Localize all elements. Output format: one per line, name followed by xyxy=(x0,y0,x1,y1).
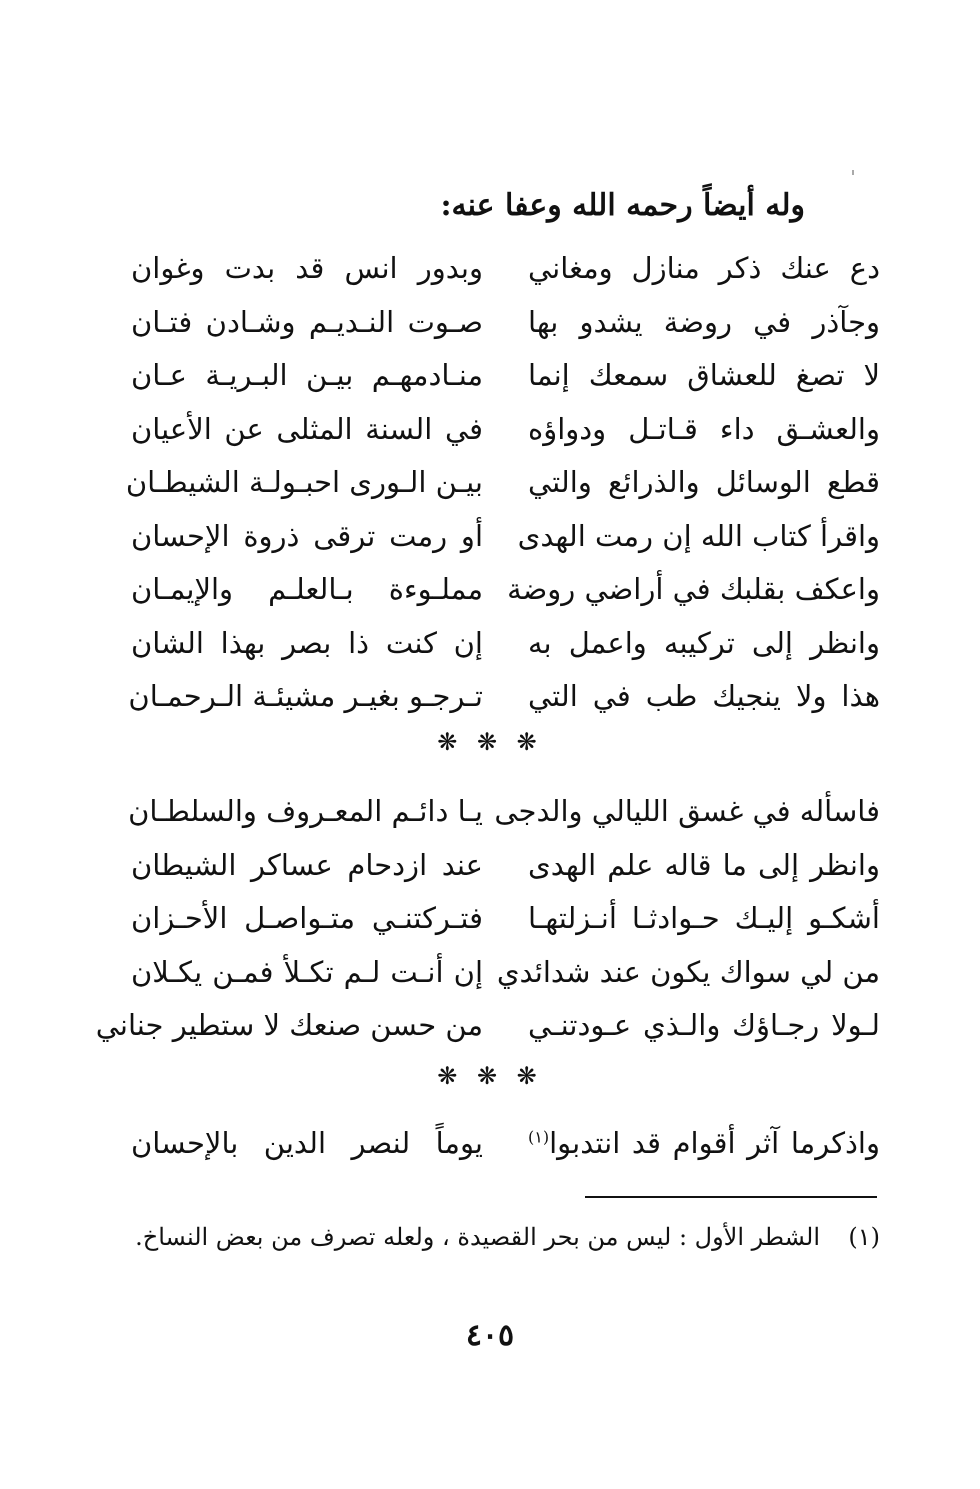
second-hemistich: منـادمهـم بيـن البـريـة عـان xyxy=(131,358,483,392)
first-hemistich: لـولا رجـاؤك والـذي عـودتنـي xyxy=(528,1008,880,1042)
second-hemistich: إن كنت ذا بصر بهذا الشان xyxy=(131,625,483,660)
poem-section-2 xyxy=(0,785,980,1053)
section-separator-1: ❋ ❋ ❋ xyxy=(437,728,543,756)
poem-heading: وله أيضاً رحمه الله وعفا عنه: xyxy=(440,188,805,223)
first-hemistich: وجآذر في روضة يشدو بها xyxy=(528,304,880,339)
first-hemistich: واعكف بقلبك في أراضي روضة xyxy=(507,572,880,606)
first-hemistich: لا تصغ للعشاق سمعك إنما xyxy=(528,358,880,392)
second-hemistich: بيـن الـورى احبـولـة الشيطـان xyxy=(125,465,483,499)
verse-line xyxy=(0,456,980,510)
first-hemistich: قطع الوسائل والذرائع والتي xyxy=(528,465,880,499)
second-hemistich: تـرجـو بغيـر مشيئـة الـرحمـان xyxy=(128,679,483,713)
second-hemistich: وبدور انس قد بدت وغوان xyxy=(131,251,483,285)
footnote-text: الشطر الأول : ليس من بحر القصيدة ، ولعله تصرف من بعض النساخ. xyxy=(135,1223,820,1251)
verse-line xyxy=(0,403,980,457)
second-hemistich: يـا دائـم المعـروف والسلطـان xyxy=(128,794,483,828)
footnote-divider xyxy=(585,1196,877,1198)
first-hemistich: أشكـو إليـك حـوادثـا أنـزلتهـا xyxy=(528,901,880,935)
first-hemistich: دع عنك ذكر منازل ومغاني xyxy=(528,251,880,285)
poem-section-1 xyxy=(0,242,980,724)
second-hemistich: صـوت النـديـم وشـادن فتـان xyxy=(131,304,483,339)
verse-line xyxy=(0,296,980,350)
first-hemistich: واقرأ كتاب الله إن رمت الهدى xyxy=(517,518,880,553)
final-verse-first-text: واذكرما آثر أقوام قد انتدبوا xyxy=(549,1126,880,1160)
footnote-number: (١) xyxy=(848,1223,880,1251)
verse-line xyxy=(0,946,980,1000)
second-hemistich: من حسن صنعك لا ستطير جناني xyxy=(95,1008,483,1042)
second-hemistich: إن أنـت لـم تكـلأ فمـن يكـلان xyxy=(131,954,483,989)
second-hemistich: مملـوءة بـالعلـم والإيمـان xyxy=(131,572,483,606)
final-verse-second-hemistich: يوماً لنصر الدين بالإحسان xyxy=(131,1126,483,1160)
section-separator-2: ❋ ❋ ❋ xyxy=(437,1062,543,1090)
final-verse-first-hemistich xyxy=(528,1115,880,1171)
verse-line xyxy=(0,617,980,671)
first-hemistich: وانظر إلى ما قاله علم الهدى xyxy=(528,847,880,882)
verse-line xyxy=(0,510,980,564)
verse-line xyxy=(0,999,980,1053)
verse-line xyxy=(0,349,980,403)
first-hemistich: فاسأله في غسق الليالي والدجى xyxy=(494,794,880,828)
second-hemistich: فتـركتنـي متـواصـل الأحـزان xyxy=(131,901,483,935)
page-number: ٤٠٥ xyxy=(465,1318,515,1353)
first-hemistich: من لي سواك يكون عند شدائدي xyxy=(496,954,880,989)
scan-speck xyxy=(852,170,854,175)
second-hemistich: أو رمت ترقى ذروة الإحسان xyxy=(131,518,483,553)
verse-line xyxy=(0,892,980,946)
verse-line xyxy=(0,839,980,893)
final-verse xyxy=(0,1115,980,1171)
first-hemistich: وانظر إلى تركيبه واعمل به xyxy=(528,625,880,660)
verse-line xyxy=(0,785,980,839)
footnote-marker: (١) xyxy=(528,1127,550,1147)
verse-line xyxy=(0,563,980,617)
verse-line xyxy=(0,242,980,296)
second-hemistich: في السنة المثلى عن الأعيان xyxy=(131,411,483,446)
verse-line xyxy=(0,670,980,724)
first-hemistich: والعشـق داء قـاتـل ودواؤه xyxy=(528,411,880,446)
first-hemistich: هذا ولا ينجيك طب في التي xyxy=(528,679,880,713)
footnote xyxy=(128,1215,880,1259)
second-hemistich: عند ازدحام عساكر الشيطان xyxy=(131,847,483,882)
